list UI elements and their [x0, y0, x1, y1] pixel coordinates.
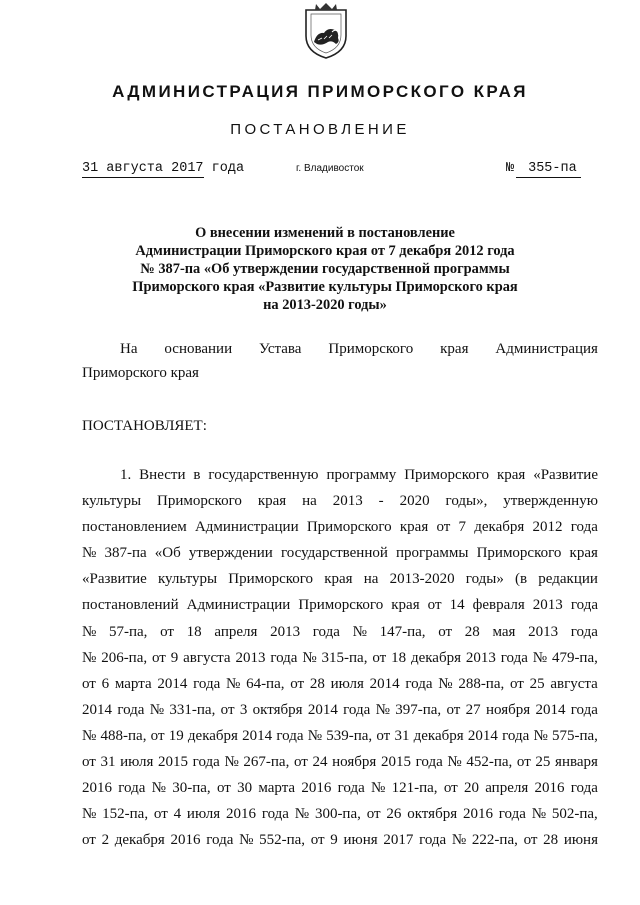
- title-line: О внесении изменений в постановление: [195, 225, 455, 241]
- body-line: № 206-па, от 9 августа 2013 года № 315-па, от 18 декабря 2013 года № 479-па,: [82, 649, 598, 666]
- basis-line: [82, 337, 598, 361]
- basis-paragraph: [82, 337, 598, 385]
- body-line: постановлением Администрации Приморского края от 7 декабря 2012 года: [82, 519, 598, 536]
- body-line: от 31 июля 2015 года № 267-па, от 24 ноября 2015 года № 452-па, от 25 января: [82, 754, 598, 771]
- coat-of-arms-emblem: [302, 2, 350, 60]
- document-type: ПОСТАНОВЛЕНИЕ: [230, 121, 410, 138]
- number-sign: №: [506, 161, 515, 176]
- body-line: № 152-па, от 4 июля 2016 года № 300-па, от 26 октября 2016 года № 502-па,: [82, 806, 598, 823]
- document-date: [82, 161, 244, 176]
- body-line: 2016 года № 30-па, от 30 марта 2016 года № 121-па, от 20 апреля 2016 года: [82, 780, 598, 797]
- date-value: 31 августа 2017: [82, 161, 204, 176]
- basis-line: Приморского края: [82, 365, 199, 381]
- title-line: № 387-па «Об утверждении государственной программы: [140, 261, 510, 277]
- title-line: Администрации Приморского края от 7 декабря 2012 года: [135, 243, 515, 259]
- document-number: [506, 161, 581, 176]
- basis-word: Администрация: [495, 341, 598, 357]
- title-line: Приморского края «Развитие культуры Приморского края: [132, 279, 518, 295]
- number-value: 355-па: [516, 161, 581, 178]
- basis-word: Приморского: [328, 341, 414, 357]
- body-line: № 57-па, от 18 апреля 2013 года № 147-па, от 28 мая 2013 года: [82, 623, 598, 640]
- decree-word: ПОСТАНОВЛЯЕТ:: [82, 418, 207, 434]
- body-line: 1. Внести в государственную программу Приморского края «Развитие: [120, 467, 598, 483]
- basis-word: основании: [164, 341, 233, 357]
- basis-word: На: [120, 341, 138, 357]
- document-title: [110, 224, 540, 314]
- title-line: на 2013-2020 годы»: [263, 297, 387, 313]
- basis-word: края: [440, 341, 469, 357]
- date-suffix: года: [211, 161, 245, 176]
- basis-word: Устава: [259, 341, 302, 357]
- body-line: «Развитие культуры Приморского края на 2013-2020 годы» (в редакции: [82, 571, 598, 588]
- body-line: № 387-па «Об утверждении государственной программы Приморского края: [82, 545, 598, 562]
- body-line: от 6 марта 2014 года № 64-па, от 28 июля 2014 года № 288-па, от 25 августа: [82, 675, 598, 692]
- document-city: г. Владивосток: [296, 163, 364, 174]
- body-line: № 488-па, от 19 декабря 2014 года № 539-па, от 31 декабря 2014 года № 575-па,: [82, 727, 598, 744]
- body-line: 2014 года № 331-па, от 3 октября 2014 года № 397-па, от 27 ноября 2014 года: [82, 701, 598, 718]
- organization-name: АДМИНИСТРАЦИЯ ПРИМОРСКОГО КРАЯ: [112, 82, 528, 101]
- body-line: от 2 декабря 2016 года № 552-па, от 9 июня 2017 года № 222-па, от 28 июня: [82, 832, 598, 849]
- body-paragraph: [82, 462, 598, 853]
- body-line: постановлений Администрации Приморского края от 14 февраля 2013 года: [82, 597, 598, 614]
- body-line: культуры Приморского края на 2013 - 2020 годы», утвержденную: [82, 493, 598, 510]
